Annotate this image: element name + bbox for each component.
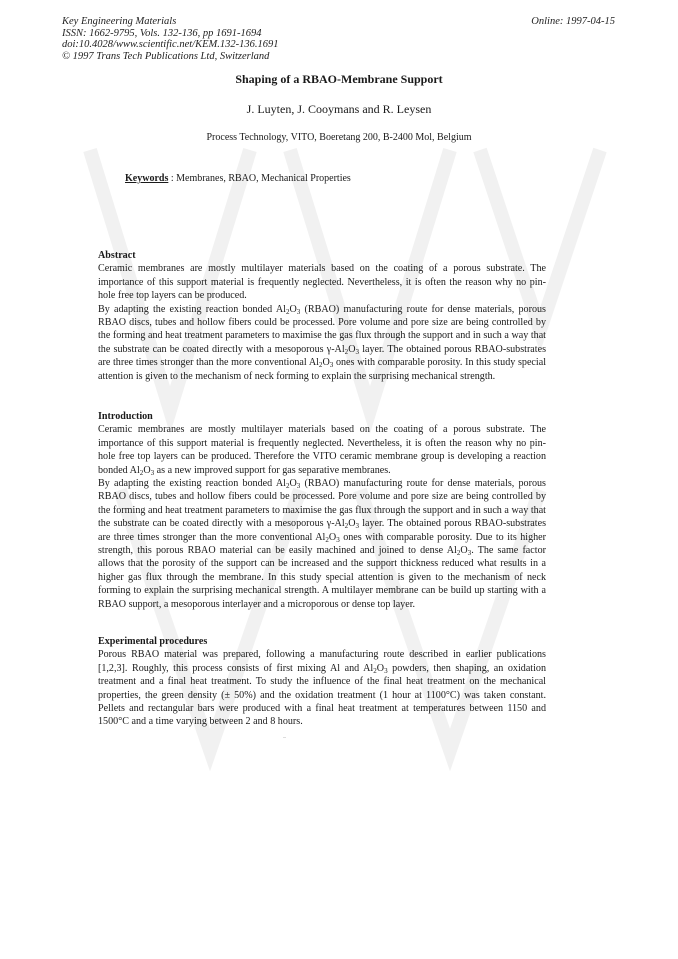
experimental-paragraph: Porous RBAO material was prepared, following a manufacturing route described in earlier publications [1,2,3]. Roughly, this process consists of first mixing Al and $Al_2O_3$ powders, then shaping, an oxidation treatment and a final heat treatment. To study the influence of the final heat treatment on the mechanical properties, the green density (± 50%) and the oxidation treatment (1 hour at 1100°C) was taken constant. Pellets and rectangular bars were produced with a final heat treatment at temperatures between 1150 and 1500°C and a time varying between 2 and 8 hours. (98, 649, 547, 728)
issn-line: ISSN: 1662-9795, Vols. 132-136, pp 1691-1694 (62, 27, 262, 39)
abstract-heading: Abstract (98, 250, 136, 261)
scan-speck (283, 737, 286, 738)
affiliation: Process Technology, VITO, Boeretang 200, B-2400 Mol, Belgium (206, 132, 472, 143)
journal-name: Key Engineering Materials (62, 16, 177, 27)
paper-title: Shaping of a RBAO-Membrane Support (235, 72, 443, 86)
keywords-text: : Membranes, RBAO, Mechanical Properties (168, 173, 351, 184)
abstract-section (98, 249, 546, 383)
introduction-section (98, 410, 546, 611)
experimental-section (98, 635, 546, 729)
copyright-line: © 1997 Trans Tech Publications Ltd, Switzerland (62, 50, 270, 62)
introduction-paragraph: By adapting the existing reaction bonded $Al_2O_3$ (RBAO) manufacturing route for dense materials, porous RBAO discs, tubes and hollow fibers could be processed. Pore volume and pore size are being controlled by the forming and heat treatment parameters to maximise the gas flux through the support and in such a way that the substrate can be coated directly with a mesoporous $\gamma-Al_2O_3$ layer. The obtained porous RBAO-substrates are three times stronger than the more conventional $Al_2O_3$ ones with comparable porosity. Due to its higher strength, this porous RBAO material can be easily machined and joined to dense $Al_2O_3$. The same factor allows that the porosity of the support can be increased and the support thickness reduced what results in a higher gas flux through the membrane. In this study special attention is given to the mechanism of neck forming to explain the surprising mechanical strength. A multilayer membrane can be build up starting with a RBAO support, a mesoporous interlayer and a microporous or dense top layer. (98, 478, 547, 610)
introduction-paragraph: Ceramic membranes are mostly multilayer materials based on the coating of a porous substrate. The importance of this support material is frequently neglected. Nevertheless, it is often the reason why no pin-hole free top layers can be produced. Therefore the VITO ceramic membrane group is developing a reaction bonded $Al_2O_3$ as a new improved support for gas separative membranes. (98, 424, 546, 477)
keywords-label: Keywords (125, 173, 169, 184)
authors: J. Luyten, J. Cooymans and R. Leysen (246, 102, 432, 116)
doi-line: doi:10.4028/www.scientific.net/KEM.132-136.1691 (62, 39, 279, 50)
abstract-paragraph: Ceramic membranes are mostly multilayer materials based on the coating of a porous substrate. The importance of this support material is frequently neglected. Nevertheless, it is often the reason why no pin-hole free top layers can be produced. (98, 263, 546, 302)
experimental-heading: Experimental procedures (98, 636, 208, 647)
introduction-heading: Introduction (98, 411, 153, 422)
online-date: Online: 1997-04-15 (531, 16, 615, 27)
keywords (125, 173, 351, 184)
journal-header (62, 16, 279, 62)
abstract-paragraph: By adapting the existing reaction bonded $Al_2O_3$ (RBAO) manufacturing route for dense materials, porous RBAO discs, tubes and hollow fibers could be processed. Pore volume and pore size are being controlled by the forming and heat treatment parameters to maximise the gas flux through the support and in such a way that the substrate can be coated directly with a mesoporous $\gamma-Al_2O_3$ layer. The obtained porous RBAO-substrates are three times stronger than the more conventional $Al_2O_3$ ones with comparable porosity. In this study special attention is given to the mechanism of neck forming to explain the surprising mechanical strength. (98, 303, 547, 382)
